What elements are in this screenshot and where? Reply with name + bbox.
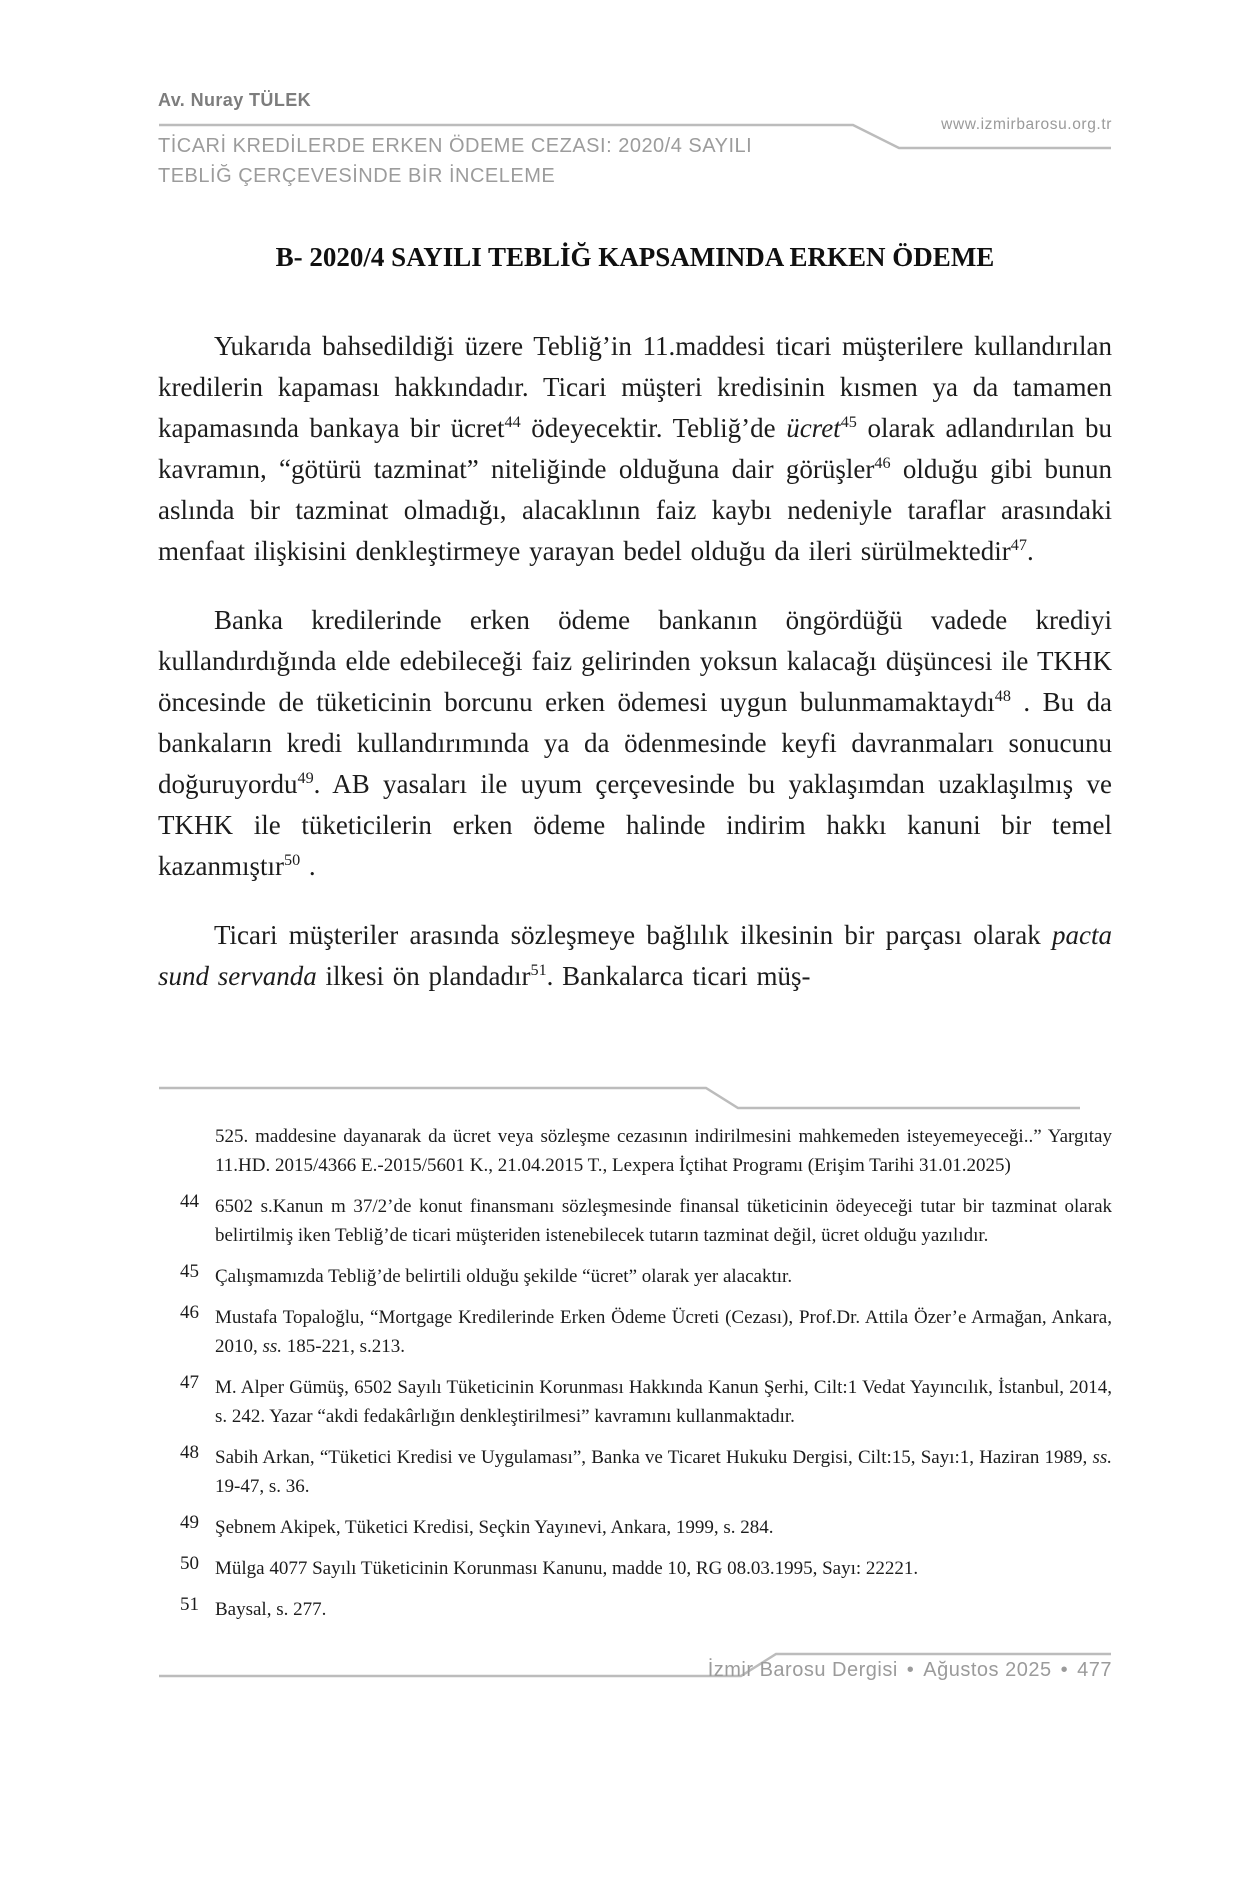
footnote-item [158, 1122, 1112, 1180]
footnote-number: 49 [180, 1512, 199, 1533]
footnote-text: Mülga 4077 Sayılı Tüketicinin Korunması Kanunu, madde 10, RG 08.03.1995, Sayı: 22221. [215, 1558, 919, 1579]
footnote-number: 44 [180, 1191, 199, 1212]
footnote-number: 50 [180, 1553, 199, 1574]
article-title-line2: TEBLİĞ ÇERÇEVESİNDE BİR İNCELEME [158, 165, 556, 187]
footnotes-list [158, 1122, 1112, 1636]
footnote-text: Şebnem Akipek, Tüketici Kredisi, Seçkin Yayınevi, Ankara, 1999, s. 284. [215, 1517, 774, 1538]
footnote-item [158, 1554, 1112, 1583]
footnote-text: M. Alper Gümüş, 6502 Sayılı Tüketicinin Korunması Hakkında Kanun Şerhi, Cilt:1 Vedat Yayıncılık, İstanbul, 2014, s. 242. Yazar “akdi fedakârlığın denkleştirilmesi” kavramını kullanmaktadır. [215, 1377, 1112, 1427]
footnote-number: 47 [180, 1372, 199, 1393]
footnote-number: 45 [180, 1261, 199, 1282]
issue-date: Ağustos 2025 [923, 1659, 1052, 1681]
footnote-item [158, 1595, 1112, 1624]
journal-name: İzmir Barosu Dergisi [707, 1659, 898, 1681]
footnote-number: 48 [180, 1442, 199, 1463]
section-heading: B- 2020/4 SAYILI TEBLİĞ KAPSAMINDA ERKEN ÖDEME [275, 242, 995, 272]
footer-text [708, 1659, 1112, 1682]
footnote-number: 46 [180, 1302, 199, 1323]
website-url: www.izmirbarosu.org.tr [941, 116, 1112, 133]
body-paragraph: Ticari müşteriler arasında sözleşmeye bağlılık ilkesinin bir parçası olarak pacta sund servanda ilkesi ön plandadır$^{51}$. Bankalarca ticari müş- [158, 920, 1112, 991]
body-paragraph: Banka kredilerinde erken ödeme bankanın öngördüğü vadede krediyi kullandırdığında elde edebileceği faiz gelirinden yoksun kalacağı düşüncesi ile TKHK öncesinde de tüketicinin borcunu erken ödemesi uygun bulunmamaktaydı$^{48}$ . Bu da bankaların kredi kullandırımında ya da ödenmesinde keyfi davranmaları sonucunu doğuruyordu$^{49}$. AB yasaları ile uyum çerçevesinde bu yaklaşımdan uzaklaşılmış ve TKHK ile tüketicilerin erken ödeme halinde indirim hakkı kanuni bir temel kazanmıştır$^{50}$ . [158, 605, 1112, 881]
footnote-item [158, 1513, 1112, 1542]
footnote-item [158, 1443, 1112, 1501]
footnote-item [158, 1373, 1112, 1431]
footnote-item [158, 1262, 1112, 1291]
footnote-text: 525. maddesine dayanarak da ücret veya sözleşme cezasının indirilmesini mahkemeden isteyemeyeceği..” Yargıtay 11.HD. 2015/4366 E.-2015/5601 K., 21.04.2015 T., Lexpera İçtihat Programı (Erişim Tarihi 31.01.2025) [215, 1126, 1112, 1176]
author-name: Av. Nuray TÜLEK [158, 90, 312, 110]
footnote-text: Çalışmamızda Tebliğ’de belirtili olduğu şekilde “ücret” olarak yer alacaktır. [215, 1266, 793, 1287]
footnote-item [158, 1303, 1112, 1361]
footnote-text: Sabih Arkan, “Tüketici Kredisi ve Uygulaması”, Banka ve Ticaret Hukuku Dergisi, Cilt:15, Sayı:1, Haziran 1989, ss. 19-47, s. 36. [215, 1447, 1112, 1497]
footer-bullet-icon: • [906, 1659, 915, 1681]
article-title [158, 131, 858, 191]
article-title-line1: TİCARİ KREDİLERDE ERKEN ÖDEME CEZASI: 2020/4 SAYILI [158, 135, 753, 157]
footnote-separator-rule [158, 1084, 1112, 1114]
page-number: 477 [1077, 1659, 1112, 1681]
footnote-number: 51 [180, 1594, 199, 1615]
footer-bullet-icon: • [1060, 1659, 1069, 1681]
footnote-text: Mustafa Topaloğlu, “Mortgage Kredilerinde Erken Ödeme Ücreti (Cezası), Prof.Dr. Attila Özer’e Armağan, Ankara, 2010, ss. 185-221, s.213. [215, 1307, 1112, 1357]
article-paragraphs [158, 326, 1112, 1025]
footnote-text: Baysal, s. 277. [215, 1599, 327, 1620]
footnote-item [158, 1192, 1112, 1250]
body-paragraph: Yukarıda bahsedildiği üzere Tebliğ’in 11.maddesi ticari müşterilere kullandırılan kredilerin kapaması hakkındadır. Ticari müşteri kredisinin kısmen ya da tamamen kapamasında bankaya bir ücret$^{44}$ ödeyecektir. Tebliğ’de ücret$^{45}$ olarak adlandırılan bu kavramın, “götürü tazminat” niteliğinde olduğuna dair görüşler$^{46}$ olduğu gibi bunun aslında bir tazminat olmadığı, alacaklının faiz kaybı nedeniyle taraflar arasındaki menfaat ilişkisini denkleştirmeye yarayan bedel olduğu da ileri sürülmektedir$^{47}$. [158, 331, 1112, 566]
footnote-text: 6502 s.Kanun m 37/2’de konut finansmanı sözleşmesinde finansal tüketicinin ödeyeceği tutar bir tazminat olarak belirtilmiş iken Tebliğ’de ticari müşteriden istenebilecek tutarın tazminat değil, ücret olduğu yazılıdır. [215, 1196, 1112, 1246]
